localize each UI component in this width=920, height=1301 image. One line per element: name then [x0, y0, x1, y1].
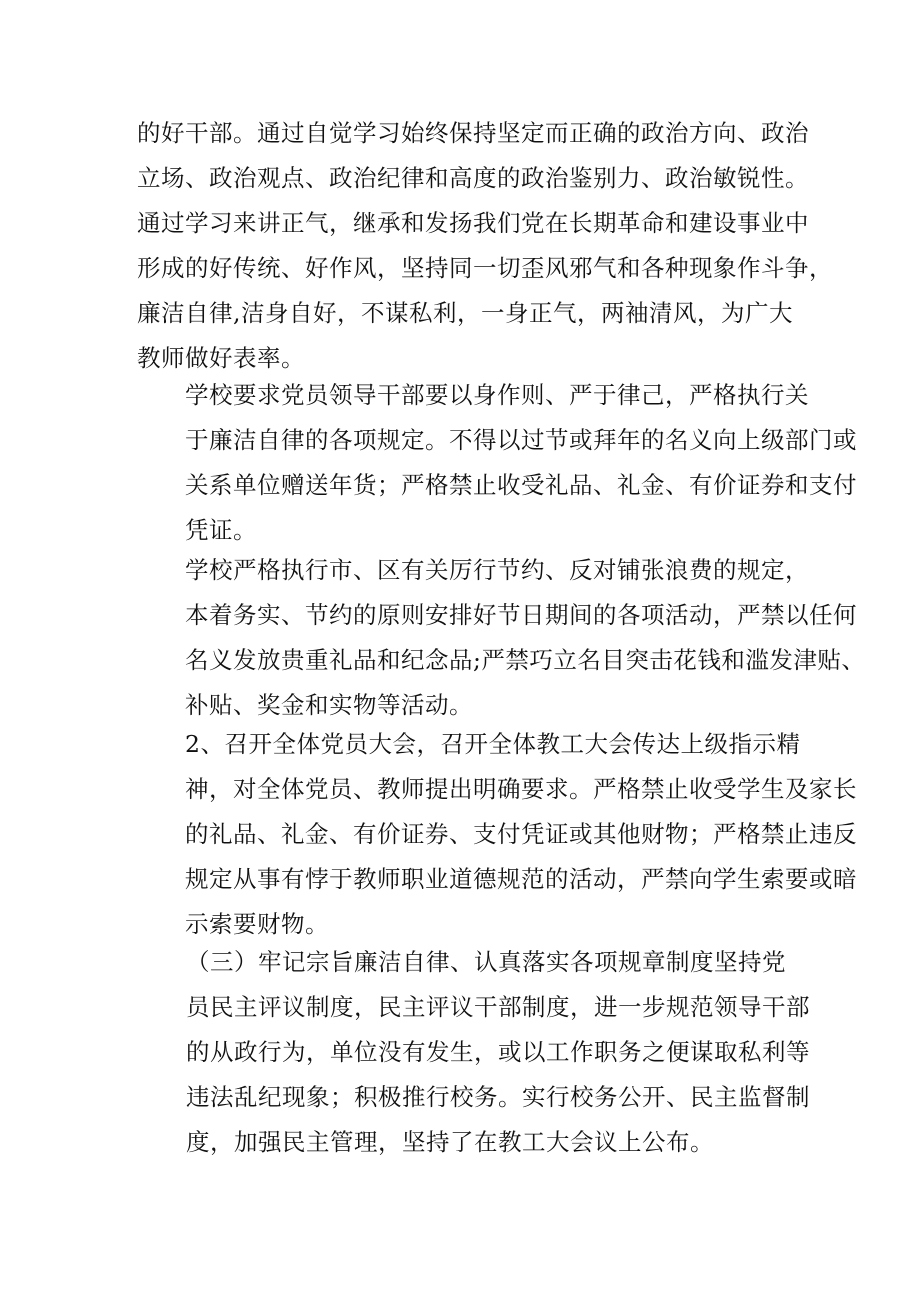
- text-line: 度，加强民主管理，坚持了在教工大会议上公布。: [186, 1128, 714, 1156]
- text-line: 教师做好表率。: [137, 344, 305, 372]
- text-line: 违法乱纪现象；积极推行校务。实行校务公开、民主监督制: [186, 1083, 810, 1111]
- text-line: 名义发放贵重礼品和纪念品;严禁巧立名目突击花钱和滥发津贴、: [185, 646, 866, 674]
- text-line: 通过学习来讲正气，继承和发扬我们党在长期革命和建设事业中: [137, 209, 809, 237]
- paragraph-frugality-rules: [137, 548, 866, 728]
- paragraph-section-three: [186, 940, 810, 1165]
- text-line: 形成的好传统、好作风，坚持同一切歪风邪气和各种现象作斗争，: [137, 254, 833, 282]
- text-line: 补贴、奖金和实物等活动。: [185, 691, 473, 719]
- paragraph-staff-meeting: [137, 722, 857, 947]
- text-line: 立场、政治观点、政治纪律和高度的政治鉴别力、政治敏锐性。: [137, 164, 809, 192]
- text-line: 本着务实、节约的原则安排好节日期间的各项活动，严禁以任何: [185, 601, 857, 629]
- text-line: 2、召开全体党员大会，召开全体教工大会传达上级指示精: [185, 730, 801, 758]
- text-line: 于廉洁自律的各项规定。不得以过节或拜年的名义向上级部门或: [185, 426, 857, 454]
- text-line: 学校严格执行市、区有关厉行节约、反对铺张浪费的规定，: [185, 556, 809, 584]
- text-line: 示索要财物。: [185, 910, 329, 938]
- text-line: 的好干部。通过自觉学习始终保持坚定而正确的政治方向、政治: [137, 119, 809, 147]
- paragraph-leaders-self-discipline: [137, 373, 857, 553]
- text-line: 廉洁自律,洁身自好，不谋私利，一身正气，两袖清风，为广大: [137, 299, 793, 327]
- text-line: 规定从事有悖于教师职业道德规范的活动，严禁向学生索要或暗: [185, 865, 857, 893]
- text-line: 的从政行为，单位没有发生，或以工作职务之便谋取私利等: [186, 1038, 810, 1066]
- text-line: （三）牢记宗旨廉洁自律、认真落实各项规章制度坚持党: [186, 948, 786, 976]
- text-line: 关系单位赠送年货；严格禁止收受礼品、礼金、有价证券和支付: [185, 471, 857, 499]
- text-line: 凭证。: [185, 516, 257, 544]
- text-line: 学校要求党员领导干部要以身作则、严于律己，严格执行关: [185, 381, 809, 409]
- paragraph-study-continuation: [137, 111, 833, 381]
- text-line: 的礼品、礼金、有价证券、支付凭证或其他财物；严格禁止违反: [185, 820, 857, 848]
- text-line: 神，对全体党员、教师提出明确要求。严格禁止收受学生及家长: [185, 775, 857, 803]
- text-line: 员民主评议制度，民主评议干部制度，进一步规范领导干部: [186, 993, 810, 1021]
